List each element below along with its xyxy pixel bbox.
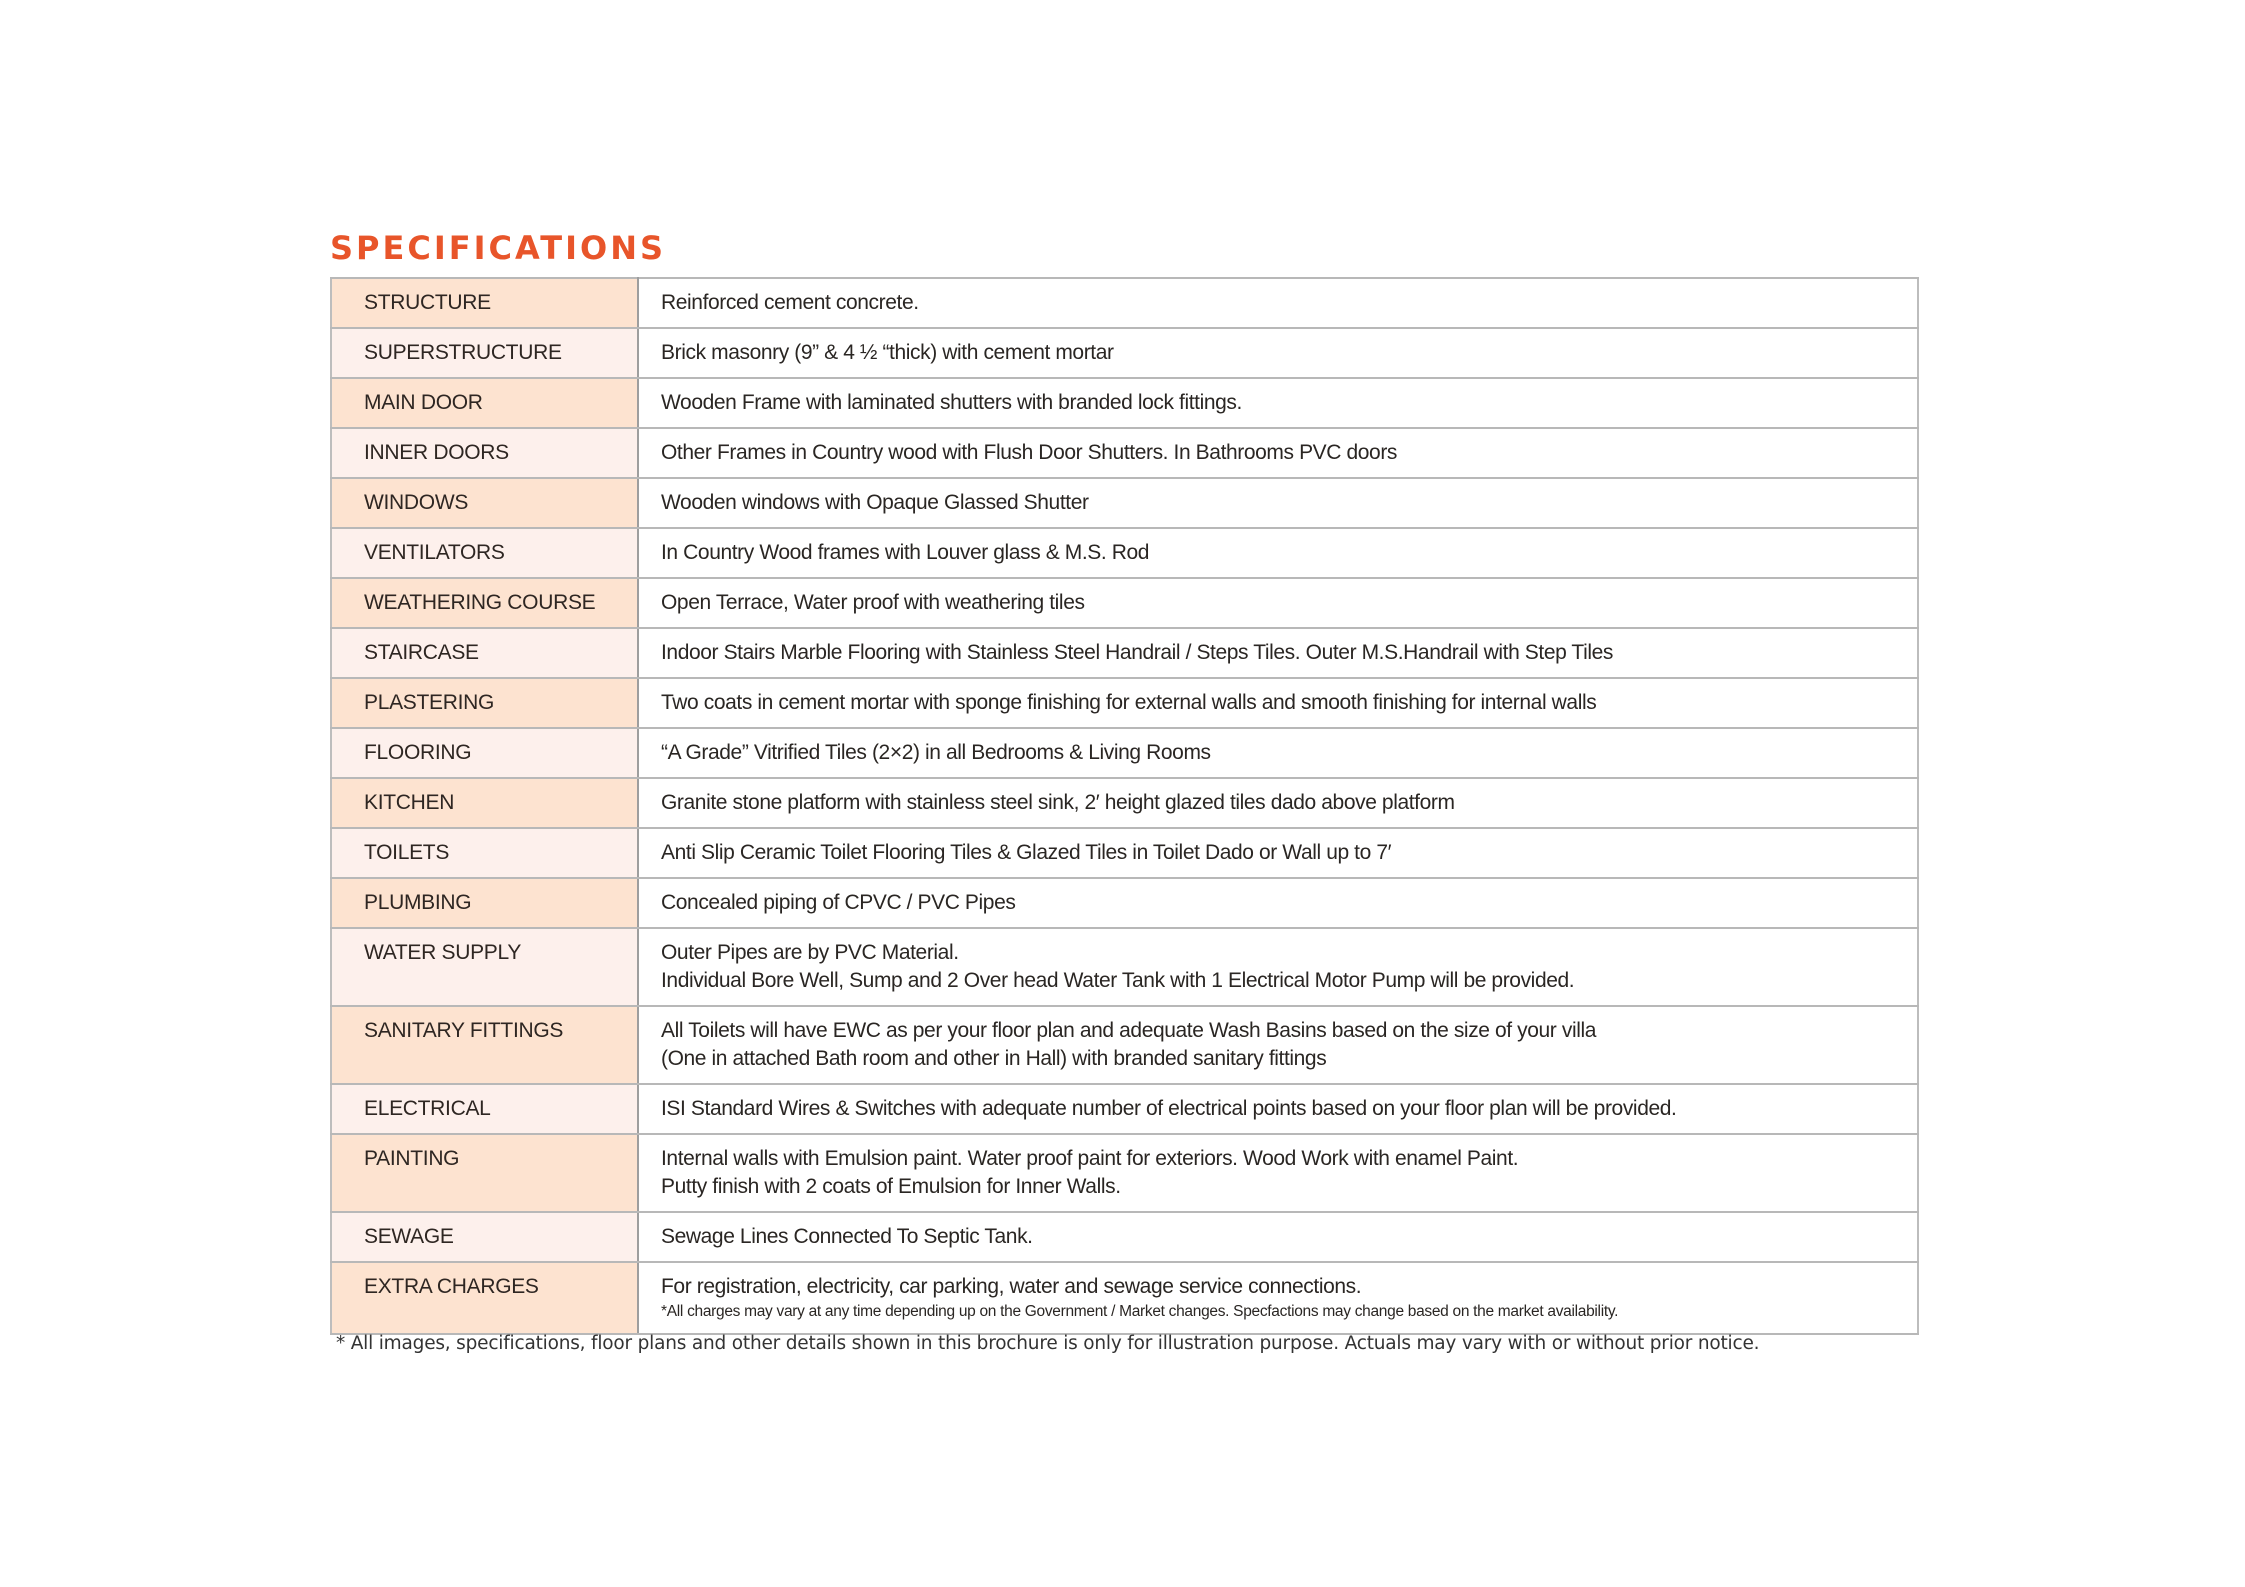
spec-row-plumbing [331,878,1918,928]
spec-value [638,828,1918,878]
spec-value-line: Two coats in cement mortar with sponge finishing for external walls and smooth finishing for internal walls [661,691,1597,714]
spec-value [638,1134,1918,1212]
spec-row-toilets [331,828,1918,878]
spec-label: SANITARY FITTINGS [331,1006,638,1084]
spec-label: WATER SUPPLY [331,928,638,1006]
spec-row-windows [331,478,1918,528]
spec-value [638,878,1918,928]
spec-value-line: Sewage Lines Connected To Septic Tank. [661,1225,1033,1248]
spec-value-line: Other Frames in Country wood with Flush Door Shutters. In Bathrooms PVC doors [661,441,1398,464]
page-title: SPECIFICATIONS [330,229,667,267]
spec-value [638,1262,1918,1334]
spec-value [638,678,1918,728]
spec-value-line: ISI Standard Wires & Switches with adequate number of electrical points based on your floor plan will be provided. [661,1097,1677,1120]
spec-value [638,428,1918,478]
spec-row-plastering [331,678,1918,728]
spec-label: SEWAGE [331,1212,638,1262]
specifications-table-body [331,278,1918,1334]
spec-value [638,778,1918,828]
spec-row-flooring [331,728,1918,778]
spec-value-line: In Country Wood frames with Louver glass & M.S. Rod [661,541,1150,564]
spec-value [638,378,1918,428]
spec-value [638,1006,1918,1084]
disclaimer-note: * All images, specifications, floor plans and other details shown in this brochure is only for illustration purpose. Actuals may vary with or without prior notice. [336,1333,1760,1354]
spec-label: PAINTING [331,1134,638,1212]
spec-label: PLUMBING [331,878,638,928]
spec-value [638,628,1918,678]
spec-value-line: Brick masonry (9” & 4 ½ “thick) with cement mortar [661,341,1114,364]
spec-row-sanitary-fittings [331,1006,1918,1084]
spec-value [638,1084,1918,1134]
spec-row-inner-doors [331,428,1918,478]
spec-label: SUPERSTRUCTURE [331,328,638,378]
spec-row-water-supply [331,928,1918,1006]
spec-value-line: Reinforced cement concrete. [661,291,919,314]
spec-row-kitchen [331,778,1918,828]
spec-label: TOILETS [331,828,638,878]
spec-value-line: Individual Bore Well, Sump and 2 Over head Water Tank with 1 Electrical Motor Pump will be provided. [661,969,1575,992]
spec-value [638,328,1918,378]
spec-value-line: For registration, electricity, car parking, water and sewage service connections. [661,1275,1362,1298]
spec-label: FLOORING [331,728,638,778]
spec-value-line: (One in attached Bath room and other in Hall) with branded sanitary fittings [661,1047,1327,1070]
spec-label: WINDOWS [331,478,638,528]
spec-label: EXTRA CHARGES [331,1262,638,1334]
spec-value-line: Granite stone platform with stainless steel sink, 2′ height glazed tiles dado above platform [661,791,1455,814]
spec-row-staircase [331,628,1918,678]
spec-label: VENTILATORS [331,528,638,578]
spec-label: KITCHEN [331,778,638,828]
spec-value [638,278,1918,328]
spec-row-main-door [331,378,1918,428]
spec-value-note: *All charges may vary at any time depending up on the Government / Market changes. Specfactions may change based on the market availability. [661,1303,1619,1320]
spec-value-line: All Toilets will have EWC as per your floor plan and adequate Wash Basins based on the size of your villa [661,1019,1597,1042]
spec-value-line: Anti Slip Ceramic Toilet Flooring Tiles & Glazed Tiles in Toilet Dado or Wall up to 7′ [661,841,1392,864]
spec-row-sewage [331,1212,1918,1262]
spec-value-line: Indoor Stairs Marble Flooring with Stainless Steel Handrail / Steps Tiles. Outer M.S.Handrail with Step Tiles [661,641,1613,664]
spec-value-line: Concealed piping of CPVC / PVC Pipes [661,891,1016,914]
spec-label: PLASTERING [331,678,638,728]
spec-value [638,528,1918,578]
spec-row-ventilators [331,528,1918,578]
spec-value-line: “A Grade” Vitrified Tiles (2×2) in all Bedrooms & Living Rooms [661,741,1211,764]
spec-value [638,578,1918,628]
spec-value-line: Wooden windows with Opaque Glassed Shutter [661,491,1089,514]
specifications-table [330,277,1919,1335]
spec-label: INNER DOORS [331,428,638,478]
spec-value [638,728,1918,778]
spec-value-line: Internal walls with Emulsion paint. Water proof paint for exteriors. Wood Work with enamel Paint. [661,1147,1519,1170]
spec-row-painting [331,1134,1918,1212]
spec-value-line: Wooden Frame with laminated shutters with branded lock fittings. [661,391,1242,414]
spec-value [638,1212,1918,1262]
spec-value-line: Open Terrace, Water proof with weathering tiles [661,591,1085,614]
spec-row-superstructure [331,328,1918,378]
spec-row-extra-charges [331,1262,1918,1334]
spec-label: WEATHERING COURSE [331,578,638,628]
spec-value [638,478,1918,528]
spec-label: MAIN DOOR [331,378,638,428]
spec-value [638,928,1918,1006]
spec-label: ELECTRICAL [331,1084,638,1134]
spec-row-weathering-course [331,578,1918,628]
spec-label: STRUCTURE [331,278,638,328]
spec-value-line: Outer Pipes are by PVC Material. [661,941,959,964]
spec-value-line: Putty finish with 2 coats of Emulsion for Inner Walls. [661,1175,1121,1198]
spec-row-electrical [331,1084,1918,1134]
spec-row-structure [331,278,1918,328]
spec-label: STAIRCASE [331,628,638,678]
